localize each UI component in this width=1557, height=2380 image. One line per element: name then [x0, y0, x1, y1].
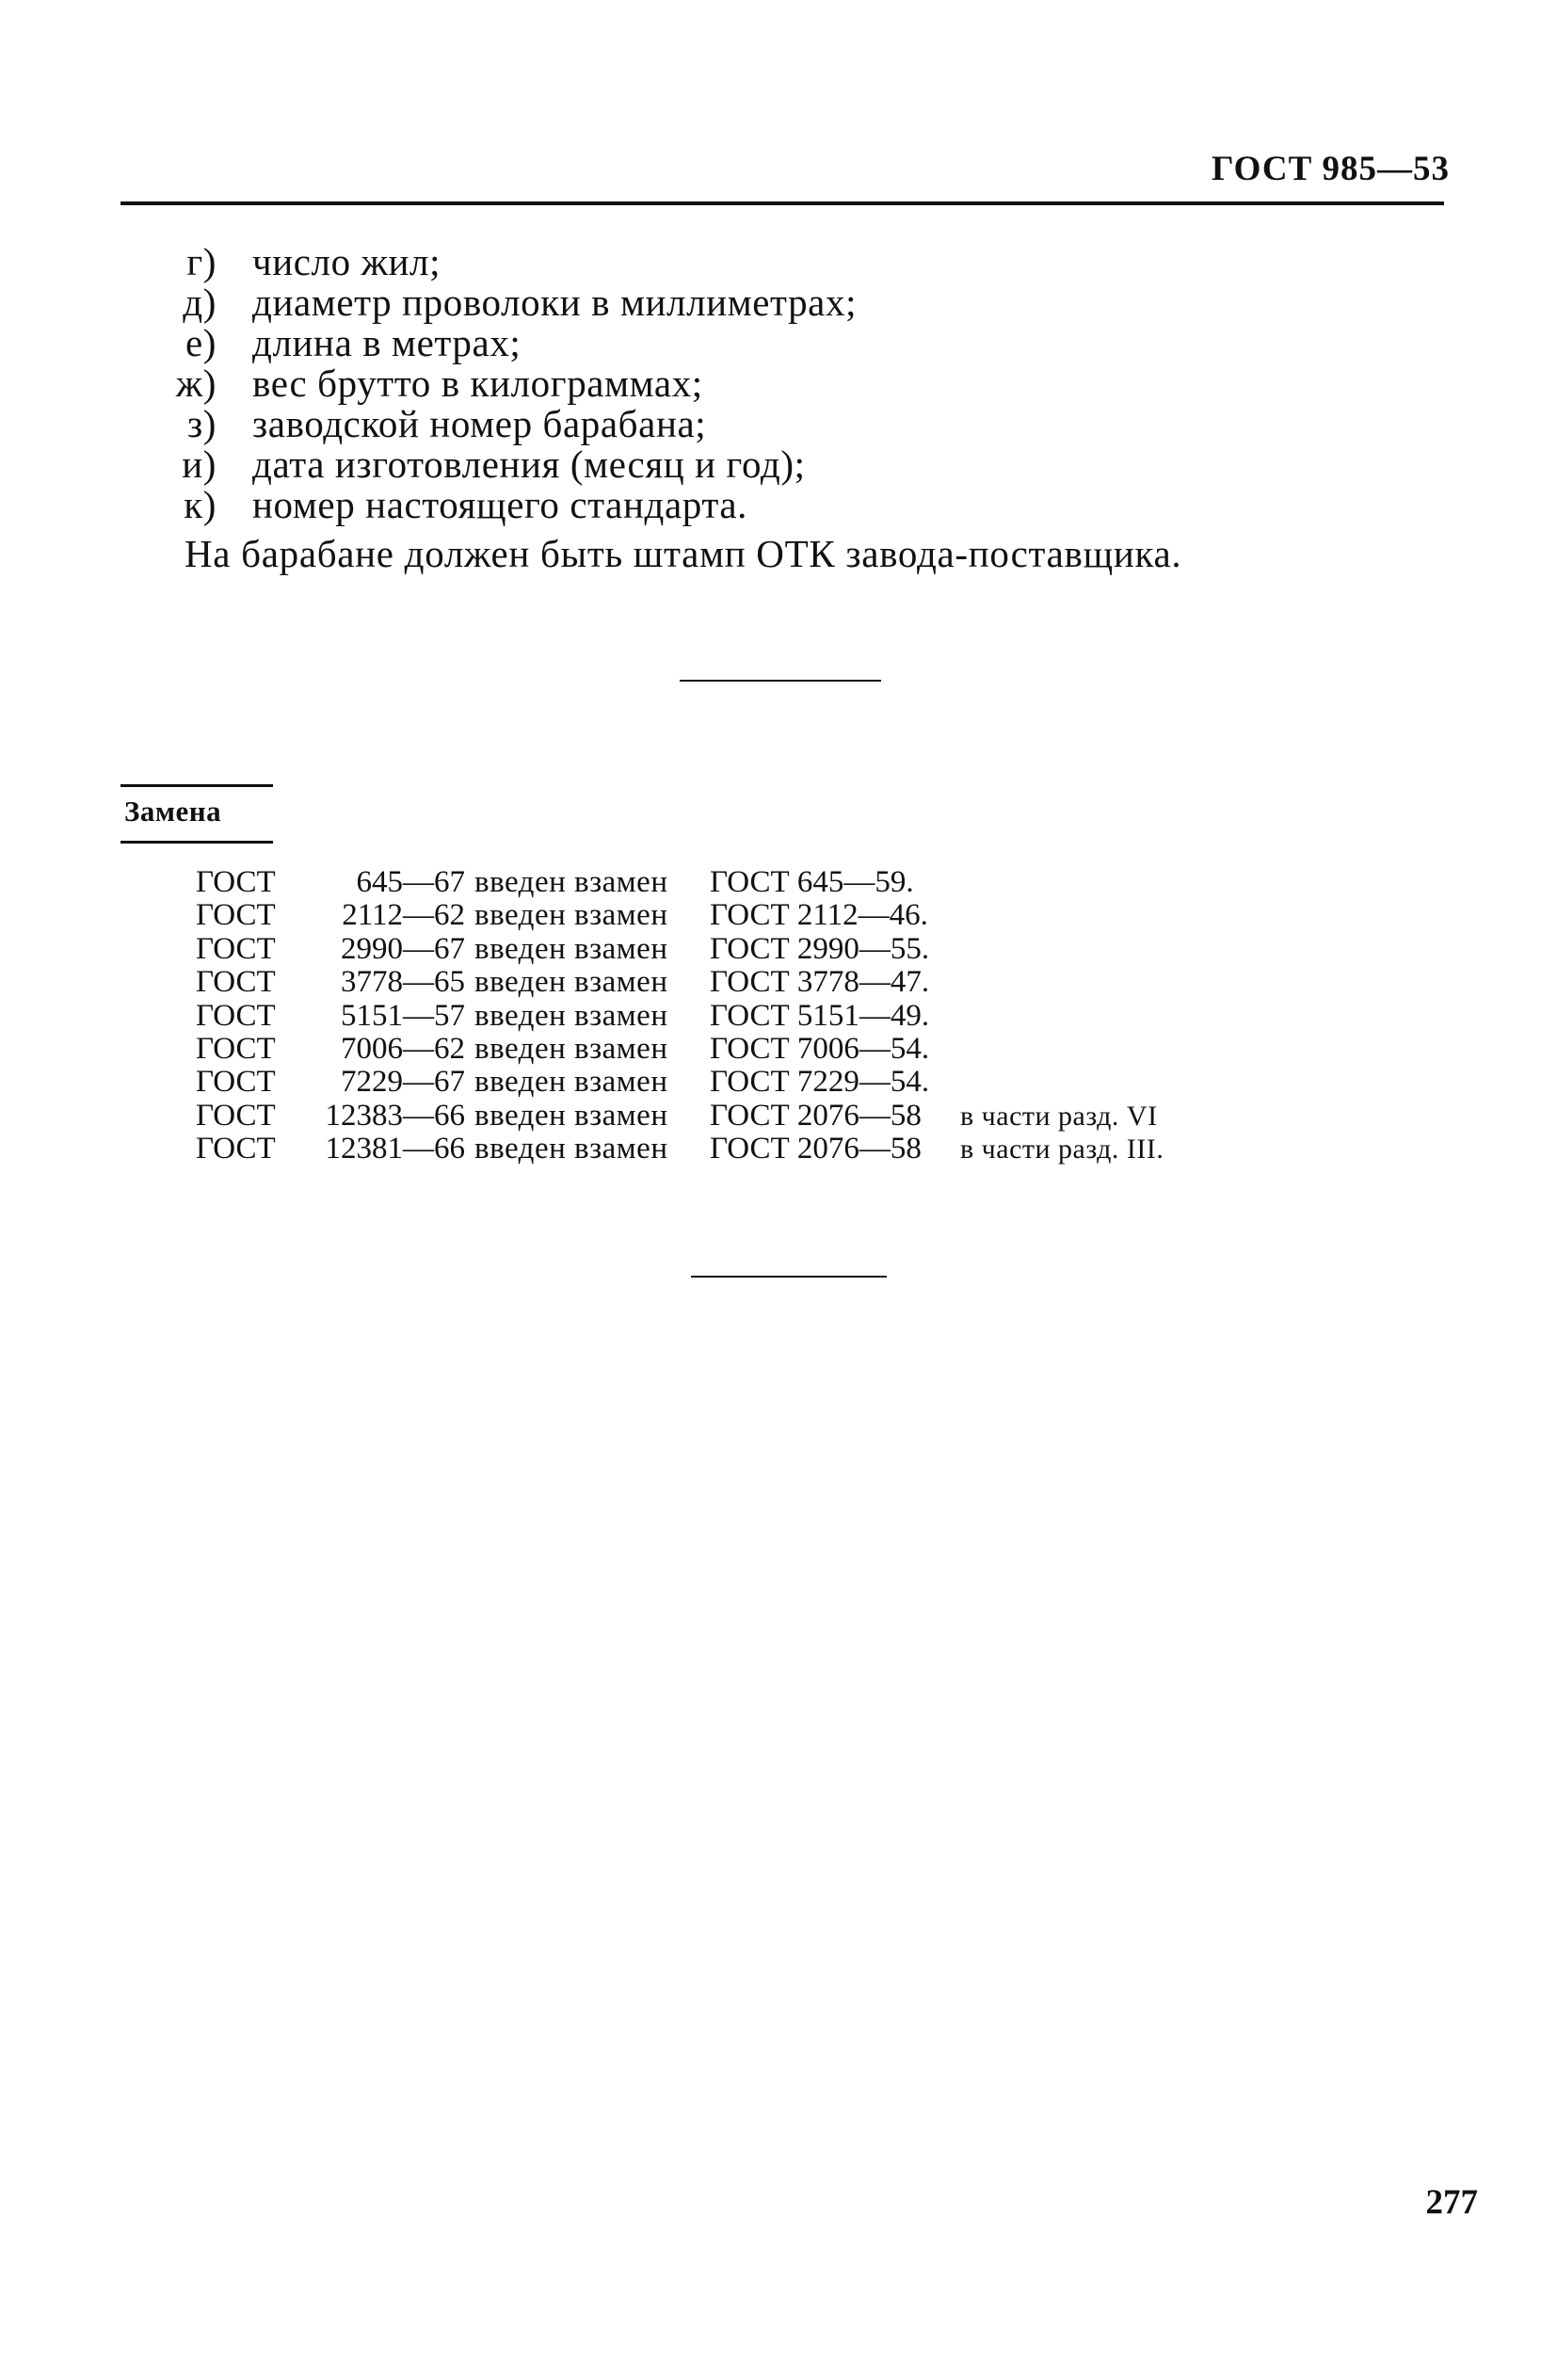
standard-prefix: ГОСТ — [196, 998, 276, 1033]
list-item-label: з) — [186, 402, 217, 445]
list-item-label: и) — [182, 442, 217, 486]
standard-number: 2112—62 — [342, 898, 465, 933]
page-number: 277 — [1425, 2183, 1478, 2222]
standard-number: 7229—67 — [341, 1065, 465, 1100]
list-item-label: е) — [185, 321, 217, 364]
standard-number: 12381—66 — [325, 1132, 465, 1166]
replacement-phrase: введен взамен — [474, 965, 668, 1000]
section-separator — [680, 680, 881, 682]
replaced-standard: ГОСТ 2990—55. — [710, 931, 930, 966]
replacement-phrase: введен взамен — [474, 1031, 668, 1066]
list-item-text: номер настоящего стандарта. — [252, 483, 747, 526]
replacement-phrase: введен взамен — [474, 931, 668, 966]
replaced-standard: ГОСТ 2076—58 — [710, 1132, 922, 1166]
header-rule — [120, 201, 1444, 205]
replacement-phrase: введен взамен — [474, 865, 668, 899]
list-item-text: длина в метрах; — [252, 321, 522, 364]
replaced-standard: ГОСТ 3778—47. — [710, 965, 930, 1000]
list-item-label: к) — [184, 483, 217, 526]
standard-number: 3778—65 — [341, 965, 465, 1000]
replacement-title-rule-bottom — [120, 841, 273, 844]
list-item-text: дата изготовления (месяц и год); — [252, 442, 806, 486]
list-item-text: заводской номер барабана; — [252, 402, 707, 445]
replacement-title: Замена — [124, 795, 222, 828]
list-item-text: вес брутто в килограммах; — [252, 362, 703, 405]
standard-number: 7006—62 — [341, 1031, 465, 1066]
replacement-title-rule-top — [120, 784, 273, 787]
list-item-label: д) — [183, 281, 217, 324]
replaced-standard: ГОСТ 7006—54. — [710, 1031, 930, 1066]
list-item-text: число жил; — [252, 240, 441, 283]
standard-number: 5151—57 — [341, 998, 465, 1033]
standard-prefix: ГОСТ — [196, 898, 276, 933]
standard-prefix: ГОСТ — [196, 1031, 276, 1066]
replaced-standard: ГОСТ 645—59. — [710, 865, 914, 899]
section-separator — [691, 1276, 887, 1278]
replacement-phrase: введен взамен — [474, 1098, 668, 1133]
list-item-text: диаметр проволоки в миллиметрах; — [252, 281, 858, 324]
replaced-standard: ГОСТ 2112—46. — [710, 898, 928, 933]
standard-prefix: ГОСТ — [196, 1132, 276, 1166]
replacement-phrase: введен взамен — [474, 998, 668, 1033]
replacement-note: в части разд. III. — [960, 1134, 1164, 1166]
standard-prefix: ГОСТ — [196, 865, 276, 899]
standard-number: 2990—67 — [341, 931, 465, 966]
standard-number: 12383—66 — [325, 1098, 465, 1133]
stamp-note: На барабане должен быть штамп ОТК завода-поставщика. — [185, 532, 1182, 575]
replaced-standard: ГОСТ 7229—54. — [710, 1065, 930, 1100]
standard-prefix: ГОСТ — [196, 1098, 276, 1133]
page-header-title: ГОСТ 985—53 — [1212, 150, 1450, 188]
replaced-standard: ГОСТ 5151—49. — [710, 998, 930, 1033]
replacement-phrase: введен взамен — [474, 898, 668, 933]
replaced-standard: ГОСТ 2076—58 — [710, 1098, 922, 1133]
standard-prefix: ГОСТ — [196, 1065, 276, 1100]
replacement-note: в части разд. VI — [960, 1100, 1158, 1132]
replacement-phrase: введен взамен — [474, 1132, 668, 1166]
standard-prefix: ГОСТ — [196, 931, 276, 966]
standard-prefix: ГОСТ — [196, 965, 276, 1000]
standard-number: 645—67 — [356, 865, 465, 899]
list-item-label: ж) — [175, 362, 217, 405]
list-item-label: г) — [186, 240, 217, 283]
replacement-phrase: введен взамен — [474, 1065, 668, 1100]
